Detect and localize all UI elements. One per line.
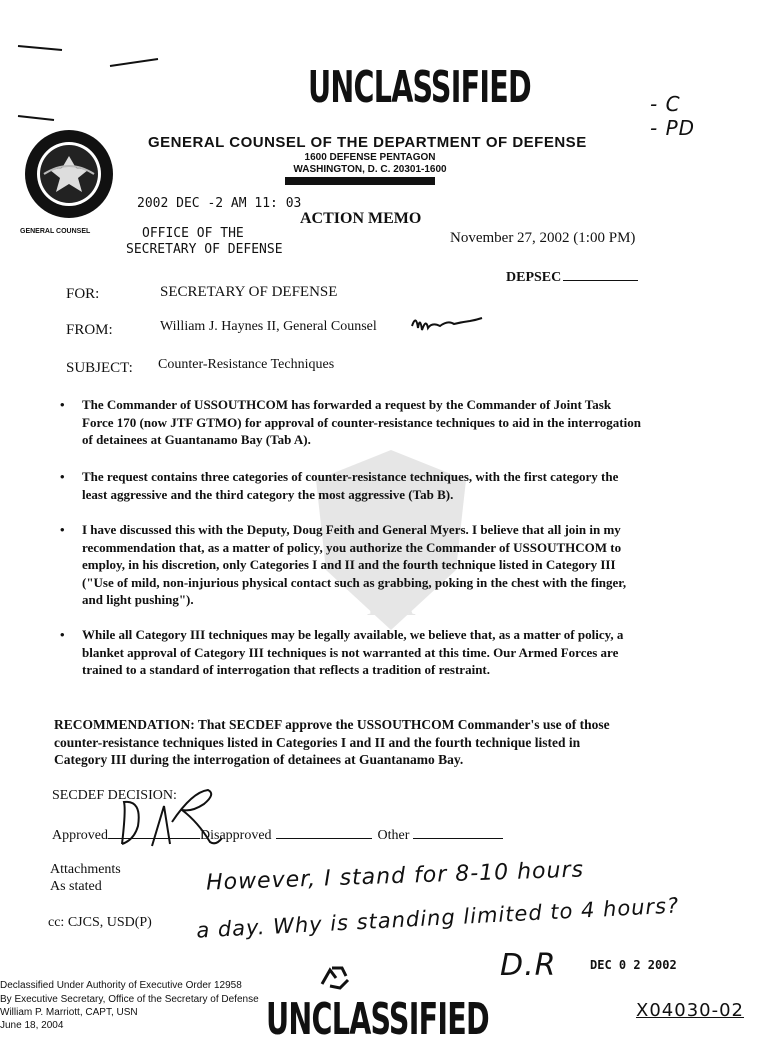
- bullet-dot: •: [60, 627, 65, 642]
- margin-notes: - C - PD: [650, 92, 696, 140]
- document-number: X04030-02: [636, 1000, 744, 1021]
- received-date-stamp: DEC 0 2 2002: [590, 958, 677, 972]
- disapproved-label: Disapproved: [200, 828, 272, 843]
- memo-date: November 27, 2002 (1:00 PM): [450, 230, 636, 246]
- memo-type: ACTION MEMO: [300, 210, 422, 227]
- from-value: William J. Haynes II, General Counsel: [160, 319, 377, 334]
- address-line-2: WASHINGTON, D. C. 20301-1600: [293, 164, 447, 175]
- office-line-2: SECRETARY OF DEFENSE: [126, 242, 283, 257]
- agency-title: GENERAL COUNSEL OF THE DEPARTMENT OF DEFENSE: [148, 134, 587, 151]
- seal-caption: GENERAL COUNSEL: [20, 228, 91, 235]
- bullet-dot: •: [60, 397, 65, 412]
- rumsfeld-signature: [112, 782, 242, 852]
- secdef-decision-label: SECDEF DECISION:: [52, 788, 177, 803]
- subject-value: Counter-Resistance Techniques: [158, 357, 335, 372]
- as-stated-label: As stated: [50, 879, 102, 894]
- received-stamp: 2002 DEC -2 AM 11: 03: [137, 196, 302, 211]
- approved-label: Approved: [52, 828, 108, 843]
- recycle-logo-icon: [318, 964, 352, 990]
- declass-line-2: By Executive Secretary, Office of the Secretary of Defense: [0, 994, 259, 1005]
- redaction-mark: [285, 177, 435, 185]
- classification-banner-top: UNCLASSIFIED: [308, 62, 531, 113]
- bullet-text: The Commander of USSOUTHCOM has forwarded a request by the Commander of Joint Task Force 170 (now JTF GTMO) for approval of counter-resistance techniques to aid in the interrogation of detainees at Guantanamo Bay (Tab A).: [82, 397, 641, 447]
- declass-line-4: June 18, 2004: [0, 1020, 64, 1031]
- depsec-line: [563, 266, 638, 281]
- svg-text:DA: DA: [366, 586, 416, 623]
- disapproved-line: [276, 824, 372, 839]
- dod-seal-icon: [24, 128, 114, 220]
- handwritten-note-line-2: a day. Why is standing limited to 4 hours?: [195, 893, 680, 943]
- bullet-dot: •: [60, 469, 65, 484]
- scan-marks: [0, 0, 200, 140]
- other-label: Other: [377, 828, 410, 843]
- declass-line-3: William P. Marriott, CAPT, USN: [0, 1007, 138, 1018]
- bullet-dot: •: [60, 522, 65, 537]
- from-label: FROM:: [66, 322, 113, 338]
- handwritten-note-line-1: However, I stand for 8-10 hours: [205, 857, 585, 896]
- bullet-text: I have discussed this with the Deputy, Doug Feith and General Myers. I believe that all join in my recommendation that, as a matter of policy, you authorize the Commander of USSOUTHCOM to employ, in his discretion, only Categories I and II and the fourth technique listed in Category III ("Use of mild, non-injurious physical contact such as grabbing, poking in the chest with the finger, and light pushing").: [82, 522, 627, 607]
- depsec-label: [506, 266, 638, 286]
- declass-line-1: Declassified Under Authority of Executive Order 12958: [0, 980, 242, 991]
- classification-banner-bottom: UNCLASSIFIED: [266, 994, 489, 1045]
- for-value: SECRETARY OF DEFENSE: [160, 284, 338, 300]
- bullet-text: While all Category III techniques may be legally available, we believe that, as a matter of policy, a blanket approval of Category III techniques is not warranted at this time. Our Armed Forces are trained to a standard of interrogation that reflects a tradition of restraint.: [82, 627, 624, 677]
- attachments-label: Attachments: [50, 862, 121, 877]
- office-line-1: OFFICE OF THE: [142, 226, 244, 241]
- haynes-signature: [410, 312, 485, 338]
- other-line: [413, 824, 503, 839]
- recommendation-text: RECOMMENDATION: That SECDEF approve the USSOUTHCOM Commander's use of those counter-resistance techniques listed in Categories I and II and the fourth technique listed in Category III during the interrogation of detainees at Guantanamo Bay.: [54, 717, 610, 767]
- bullet-text: The request contains three categories of counter-resistance techniques, with the first category the least aggressive and the third category the most aggressive (Tab B).: [82, 469, 619, 502]
- subject-label: SUBJECT:: [66, 360, 133, 376]
- cc-line: cc: CJCS, USD(P): [48, 915, 152, 930]
- depsec-text: DEPSEC: [506, 270, 562, 285]
- handwritten-initials: D.R: [500, 948, 557, 983]
- for-label: FOR:: [66, 286, 100, 302]
- address-line-1: 1600 DEFENSE PENTAGON: [304, 152, 436, 163]
